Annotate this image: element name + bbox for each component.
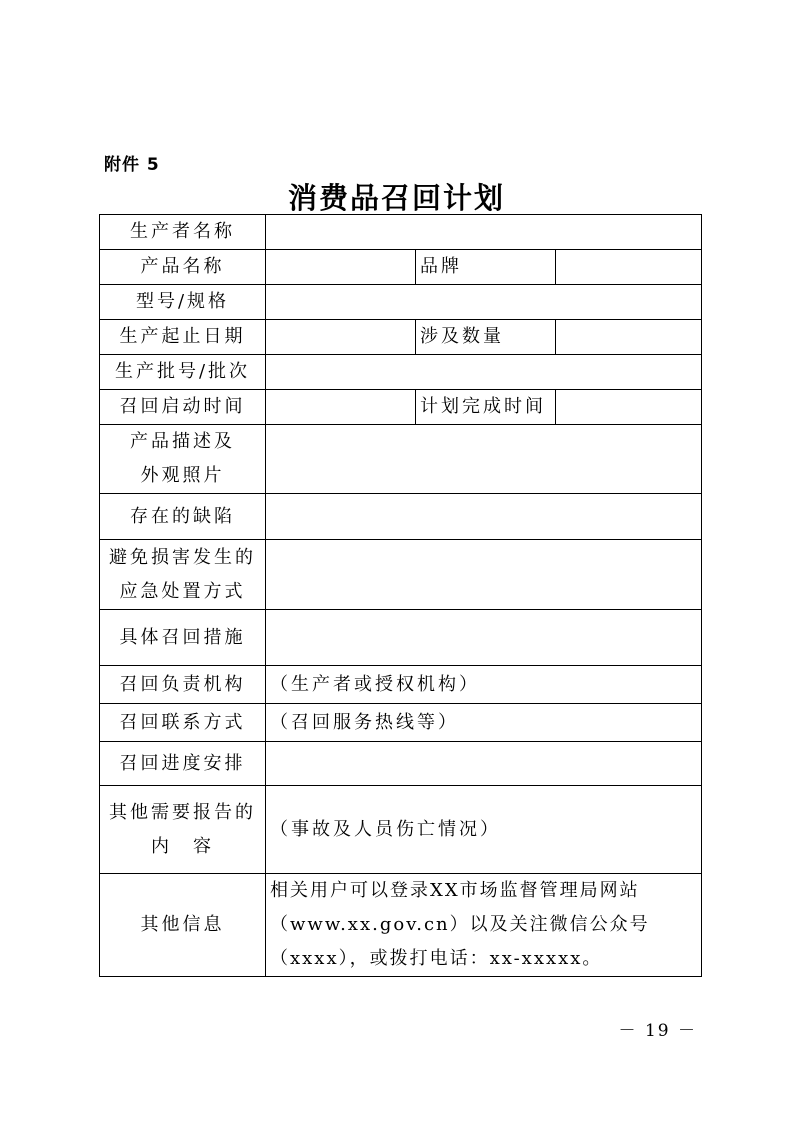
field-production-dates[interactable] [266,320,416,355]
label-schedule: 召回进度安排 [100,742,266,786]
field-brand[interactable] [556,250,702,285]
label-batch: 生产批号/批次 [100,355,266,390]
table-row [100,320,702,355]
label-description-line2: 外观照片 [140,465,225,486]
label-production-dates: 生产起止日期 [100,320,266,355]
table-row [100,425,702,494]
field-other-info[interactable] [266,874,702,977]
label-description-line1: 产品描述及 [130,431,235,452]
field-contact[interactable]: （召回服务热线等） [266,704,702,742]
field-measures[interactable] [266,610,702,666]
field-schedule[interactable] [266,742,702,786]
field-manufacturer[interactable] [266,215,702,250]
field-responsible[interactable]: （生产者或授权机构） [266,666,702,704]
label-measures: 具体召回措施 [100,610,266,666]
table-row [100,540,702,610]
table-row [100,390,702,425]
page-title: 消费品召回计划 [287,181,505,215]
label-other-report-line2: 内 容 [151,835,214,857]
table-row [100,250,702,285]
label-other-report-line1: 其他需要报告的 [109,801,256,823]
table-row [100,215,702,250]
label-product-name: 产品名称 [100,250,266,285]
table-row [100,704,702,742]
label-recall-start: 召回启动时间 [100,390,266,425]
label-emergency-line1: 避免损害发生的 [109,546,256,568]
other-info-line2: （www.xx.gov.cn）以及关注微信公众号 [270,914,650,935]
table-row [100,742,702,786]
field-model[interactable] [266,285,702,320]
table-row [100,355,702,390]
attachment-label: 附件 5 [104,155,160,175]
label-manufacturer: 生产者名称 [100,215,266,250]
label-brand: 品牌 [416,250,556,285]
other-info-line1: 相关用户可以登录XX市场监督管理局网站 [270,880,640,901]
label-responsible: 召回负责机构 [100,666,266,704]
label-emergency-line2: 应急处置方式 [119,580,246,602]
table-row [100,786,702,874]
label-other-info: 其他信息 [100,874,266,977]
label-planned-completion: 计划完成时间 [416,390,556,425]
label-model: 型号/规格 [100,285,266,320]
label-emergency [100,540,266,610]
field-batch[interactable] [266,355,702,390]
field-planned-completion[interactable] [556,390,702,425]
table-row [100,666,702,704]
table-row [100,494,702,540]
field-defect[interactable] [266,494,702,540]
field-quantity[interactable] [556,320,702,355]
field-description[interactable] [266,425,702,494]
field-emergency[interactable] [266,540,702,610]
table-row [100,874,702,977]
field-recall-start[interactable] [266,390,416,425]
recall-plan-table [99,214,702,977]
label-description [100,425,266,494]
page-number: － 19 － [618,1021,697,1041]
label-defect: 存在的缺陷 [100,494,266,540]
table-row [100,610,702,666]
label-quantity: 涉及数量 [416,320,556,355]
field-product-name[interactable] [266,250,416,285]
other-info-line3: （xxxx），或拨打电话：xx-xxxxx。 [270,948,603,969]
label-other-report [100,786,266,874]
table-row [100,285,702,320]
field-other-report[interactable]: （事故及人员伤亡情况） [266,786,702,874]
label-contact: 召回联系方式 [100,704,266,742]
